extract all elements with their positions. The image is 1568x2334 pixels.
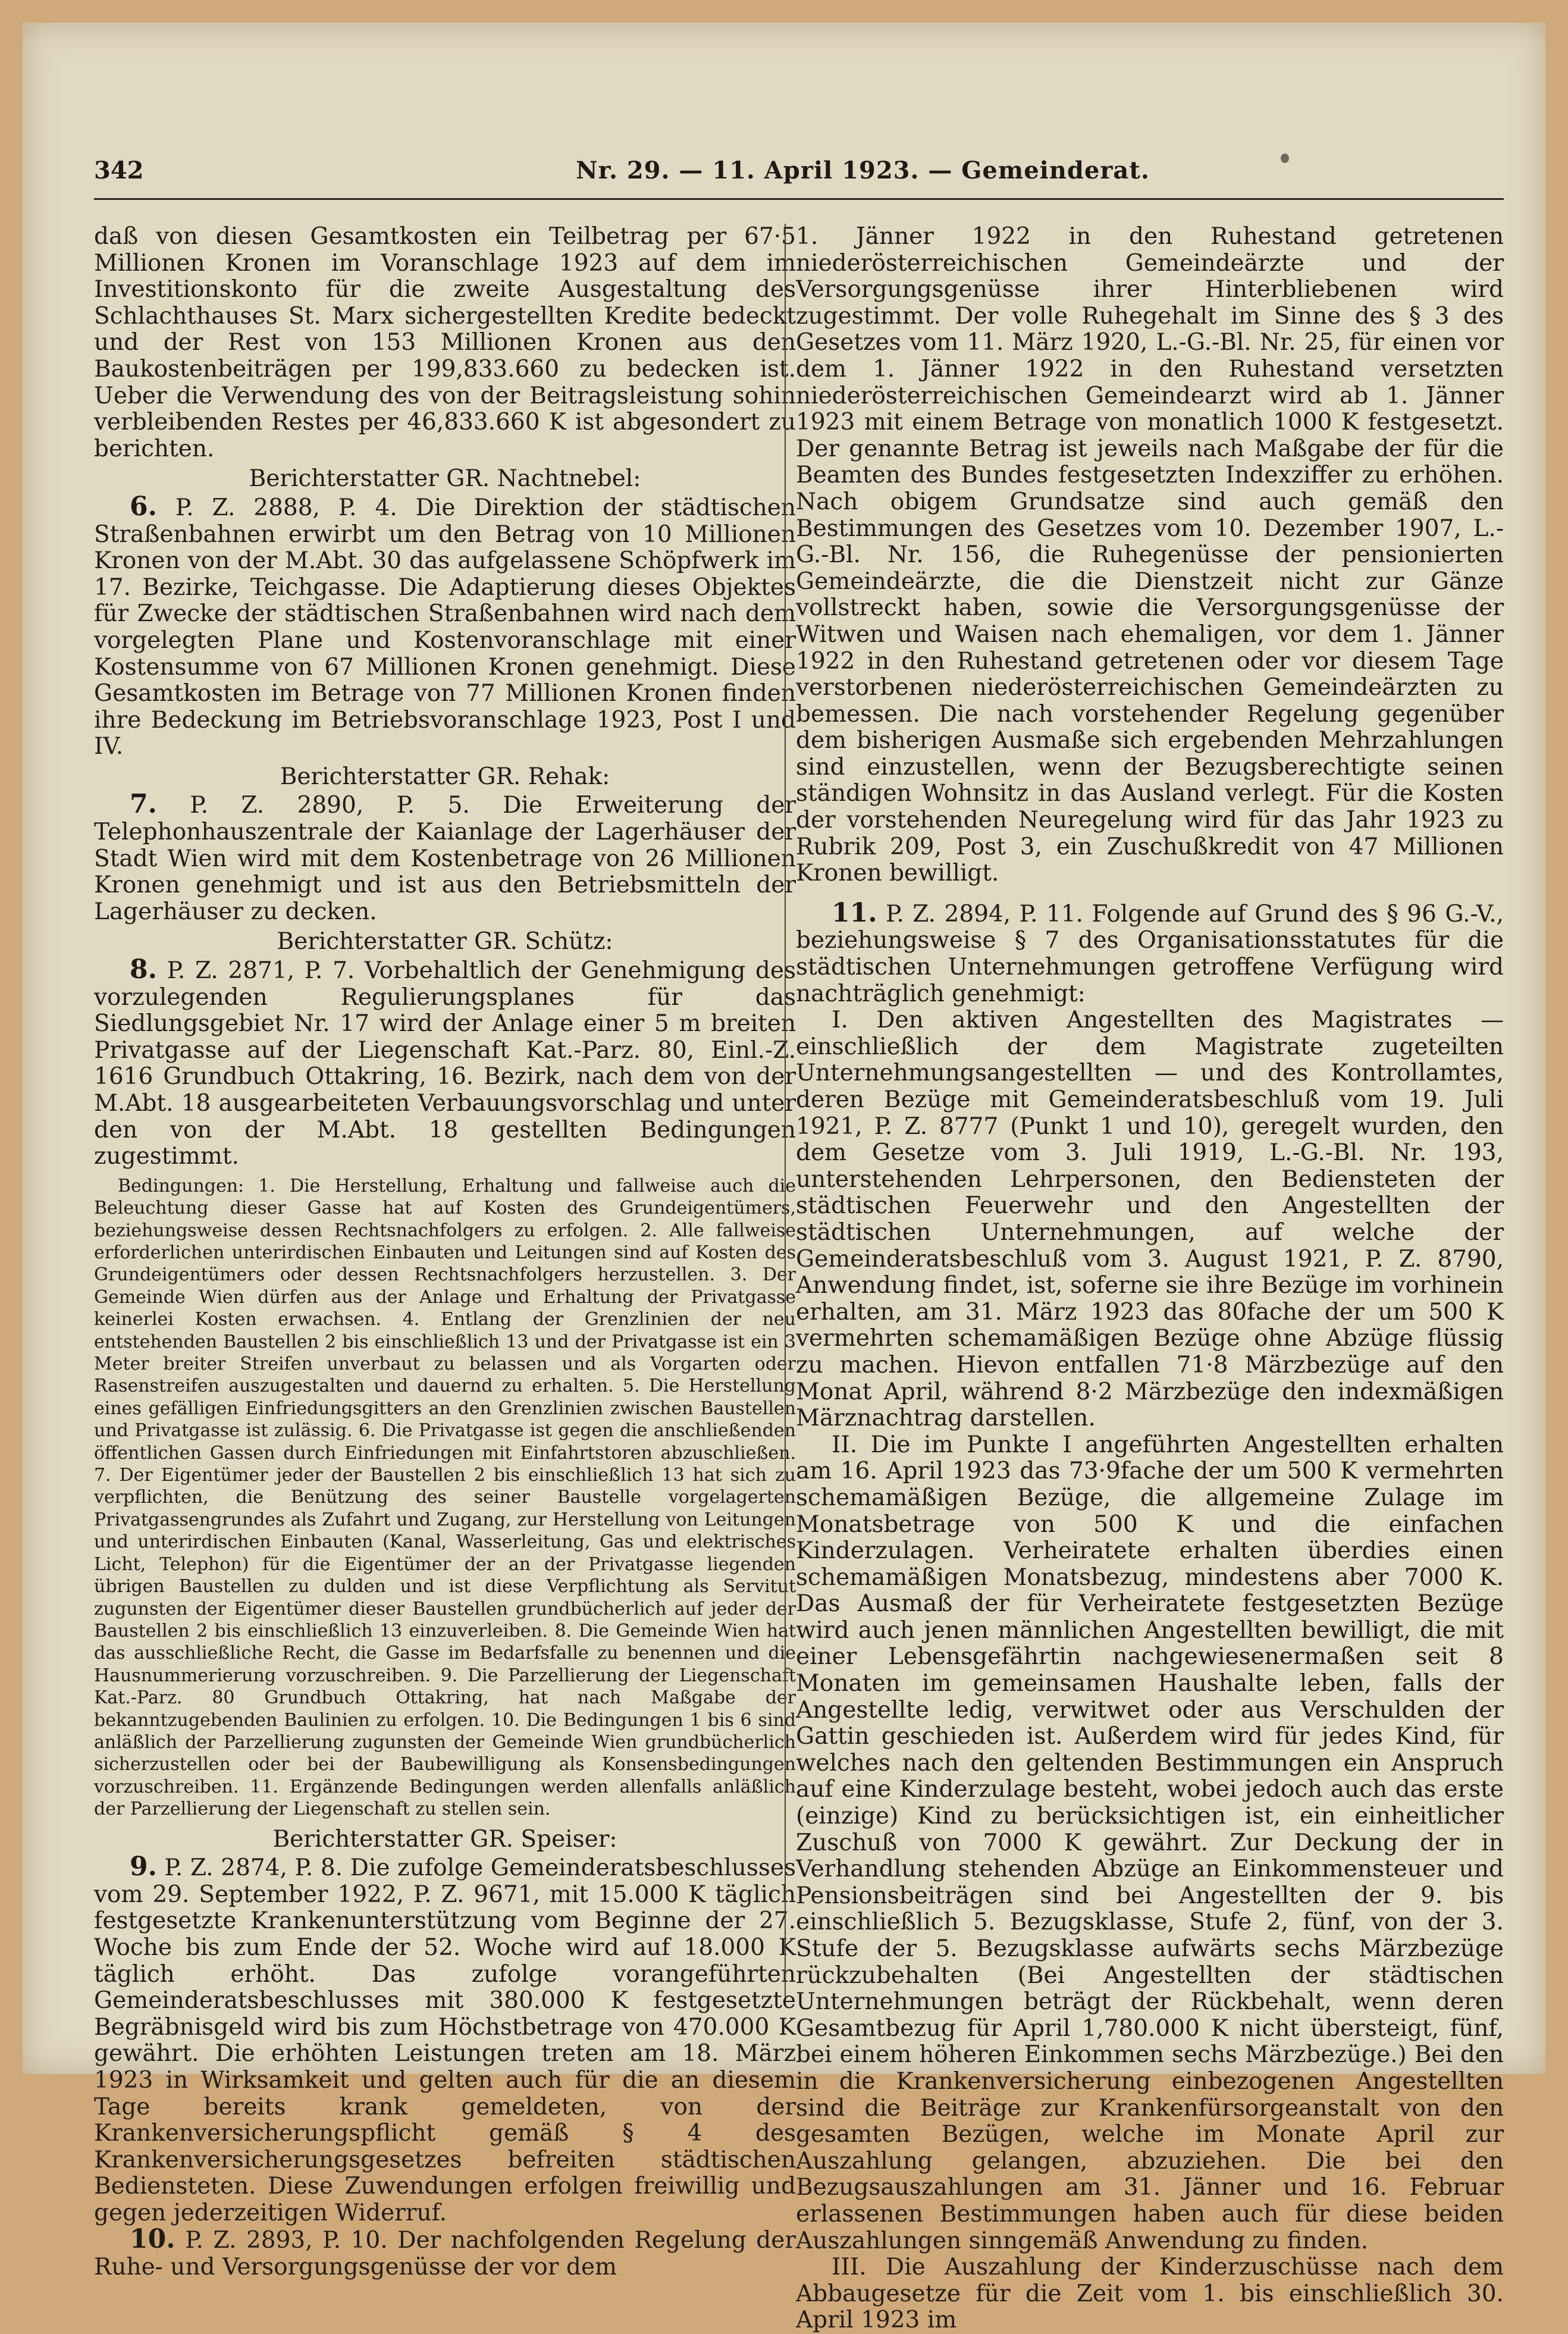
column-divider (785, 224, 786, 1997)
reporter-heading: Berichterstatter GR. Rehak: (280, 763, 610, 790)
item-text: P. Z. 2874, P. 8. Die zufolge Gemeinderatsbeschlusses vom 29. September 1922, P. Z. 9671, mit 15.000 K täglich festgesetzte Krankenunterstützung vom Beginne der 27. Woche bis zum Ende der 52. Woche wird auf 18.000 K täglich erhöht. Das zufolge vorangeführten Gemeinderatsbeschlusses mit 380.000 K festgesetzte Begräbnisgeld wird bis zum Höchstbetrage von 470.000 K gewährt. Die erhöhten Leistungen treten am 18. März 1923 in Wirksamkeit und gelten auch für die an diesem Tage bereits krank gemeldeten, von der Krankenversicherungspflicht gemäß § 4 des Krankenversicherungsgesetzes befreiten städtischen Bediensteten. Diese Zuwendungen erfolgen freiwillig und gegen jederzeitigen Widerruf. (94, 1854, 796, 2226)
reporter-heading: Berichterstatter GR. Speiser: (272, 1825, 617, 1853)
item-text: P. Z. 2888, P. 4. Die Direktion der städtischen Straßenbahnen erwirbt um den Betrag von 10 Millionen Kronen von der M.Abt. 30 das aufgelassene Schöpfwerk im 17. Bezirke, Teichgasse. Die Adaptierung dieses Objektes für Zwecke der städtischen Straßenbahnen wird nach dem vorgelegten Plane und Kostenvoranschlage mit einer Kostensumme von 67 Millionen Kronen genehmigt. Diese Gesamtkosten im Betrage von 77 Millionen Kronen finden ihre Bedeckung im Betriebsvoranschlage 1923, Post I und IV. (94, 494, 796, 760)
item-number: 9. (130, 1851, 157, 1882)
continuation-paragraph: 1. Jänner 1922 in den Ruhestand getretenen niederösterreichischen Gemeindeärzte und der Versorgungsgenüsse ihrer Hinterbliebenen wird zugestimmt. Der volle Ruhegehalt im Sinne des § 3 des Gesetzes vom 11. März 1920, L.-G.-Bl. Nr. 25, für einen vor dem 1. Jänner 1922 in den Ruhestand versetzten niederösterreichischen Gemeindearzt wird ab 1. Jänner 1923 mit einem Betrage von monatlich 1000 K festgesetzt. Der genannte Betrag ist jeweils nach Maßgabe der für die Beamten des Bundes festgesetzten Indexziffer zu erhöhen. Nach obigem Grundsatze sind auch gemäß den Bestimmungen des Gesetzes vom 10. Dezember 1907, L.-G.-Bl. Nr. 156, die Ruhegenüsse der pensionierten Gemeindeärzte, die die Dienstzeit nicht zur Gänze vollstreckt haben, sowie die Versorgungsgenüsse der Witwen und Waisen nach ehemaligen, vor dem 1. Jänner 1922 in den Ruhestand getretenen oder vor diesem Tage verstorbenen niederösterreichischen Gemeindeärzten zu bemessen. Die nach vorstehender Regelung gegenüber dem bisherigen Ausmaße sich ergebenden Mehrzahlungen sind einzustellen, wenn der Bezugsberechtigte seinen ständigen Wohnsitz in das Ausland verlegt. Für die Kosten der vorstehenden Neuregelung wird für das Jahr 1923 zu Rubrik 209, Post 3, ein Zuschußkredit von 47 Millionen Kronen bewilligt. (796, 223, 1504, 887)
item-number: 11. (832, 897, 877, 928)
reporter-heading: Berichterstatter GR. Nachtnebel: (249, 465, 641, 493)
reporter-heading: Berichterstatter GR. Schütz: (277, 928, 613, 955)
item-number: 10. (130, 2224, 175, 2255)
section-2: II. Die im Punkte I angeführten Angestellten erhalten am 16. April 1923 das 73·9fache der um 500 K vermehrten schemamäßigen Bezüge, die allgemeine Zulage im Monatsbetrage von 500 K und die einfachen Kinderzulagen. Verheiratete erhalten überdies einen schemamäßigen Monatsbezug, mindestens aber 7000 K. Das Ausmaß der für Verheiratete festgesetzten Bezüge wird auch jenen männlichen Angestellten bewilligt, die mit einer Lebensgefährtin nachgewiesenermaßen seit 8 Monaten im gemeinsamen Haushalte leben, falls der Angestellte ledig, verwitwet oder aus Verschulden der Gattin geschieden ist. Außerdem wird für jedes Kind, für welches nach den geltenden Bestimmungen ein Anspruch auf eine Kinderzulage besteht, wobei jedoch auch das erste (einzige) Kind zu berücksichtigen ist, ein einheitlicher Zuschuß von 7000 K gewährt. Zur Deckung der in Verhandlung stehenden Abzüge an Einkommensteuer und Pensionsbeiträgen sind bei Angestellten der 9. bis einschließlich 5. Bezugsklasse, Stufe 2, fünf, von der 3. Stufe der 5. Bezugsklasse aufwärts sechs Märzbezüge rückzubehalten (Bei Angestellten der städtischen Unternehmungen beträgt der Rückbehalt, wenn deren Gesamtbezug für April 1,780.000 K nicht übersteigt, fünf, bei einem höheren Einkommen sechs Märzbezüge.) Bei den in die Krankenversicherung einbezogenen Angestellten sind die Beiträge zur Krankenfürsorgeanstalt von den gesamten Bezügen, welche im Monate April zur Auszahlung gelangen, abzuziehen. Die bei den Bezugsauszahlungen am 31. Jänner und 16. Februar erlassenen Bestimmungen haben auch für diese beiden Auszahlungen sinngemäß Anwendung zu finden. (796, 1431, 1504, 2254)
item-7 (94, 791, 796, 925)
section-1: I. Den aktiven Angestellten des Magistrates — einschließlich der dem Magistrate zugeteilten Unternehmungsangestellten — und des Kontrollamtes, deren Bezüge mit Gemeinderatsbeschluß vom 19. Juli 1921, P. Z. 8777 (Punkt 1 und 10), geregelt wurden, den dem Gesetze vom 3. Juli 1919, L.-G.-Bl. Nr. 193, unterstehenden Lehrpersonen, den Bediensteten der städtischen Feuerwehr und den Angestellten der städtischen Unternehmungen, auf welche der Gemeinderatsbeschluß vom 3. August 1921, P. Z. 8790, Anwendung findet, ist, soferne sie ihre Bezüge im vorhinein erhalten, am 31. März 1923 das 80fache der um 500 K vermehrten schemamäßigen Bezüge ohne Abzüge flüssig zu machen. Hievon entfallen 71·8 Märzbezüge auf den Monat April, während 8·2 Märzbezüge den indexmäßigen Märznachtrag darstellen. (796, 1007, 1504, 1432)
item-text: P. Z. 2871, P. 7. Vorbehaltlich der Genehmigung des vorzulegenden Regulierungsplanes für das Siedlungsgebiet Nr. 17 wird der Anlage einer 5 m breiten Privatgasse auf der Liegenschaft Kat.-Parz. 80, Einl.-Z. 1616 Grundbuch Ottakring, 16. Bezirk, nach dem von der M.Abt. 18 ausgearbeiteten Verbauungsvorschlag und unter den von der M.Abt. 18 gestellten Bedingungen zugestimmt. (94, 957, 796, 1170)
item-number: 6. (130, 491, 157, 522)
ink-spot (1281, 153, 1289, 163)
right-column (796, 224, 1504, 2334)
section-3: III. Die Auszahlung der Kinderzuschüsse nach dem Abbaugesetze für die Zeit vom 1. bis einschließlich 30. April 1923 im (796, 2254, 1504, 2334)
item-text: P. Z. 2894, P. 11. Folgende auf Grund des § 96 G.-V., beziehungsweise § 7 des Organisationsstatutes für die städtischen Unternehmungen getroffene Verfügung wird nachträglich genehmigt: (796, 900, 1504, 1007)
conditions-block: Bedingungen: 1. Die Herstellung, Erhaltung und fallweise auch die Beleuchtung dieser Gasse hat auf Kosten des Grundeigentümers, beziehungsweise dessen Rechtsnachfolgers zu erfolgen. 2. Alle fallweise erforderlichen unterirdischen Einbauten und Leitungen sind auf Kosten des Grundeigentümers oder dessen Rechtsnachfolgers herzustellen. 3. Der Gemeinde Wien dürfen aus der Anlage und Erhaltung der Privatgasse keinerlei Kosten erwachsen. 4. Entlang der Grenzlinien der neu entstehenden Baustellen 2 bis einschließlich 13 und der Privatgasse ist ein 3 Meter breiter Streifen unverbaut zu belassen und als Vorgarten oder Rasenstreifen auszugestalten und dauernd zu erhalten. 5. Die Herstellung eines gefälligen Einfriedungsgitters an den Grenzlinien zwischen Baustellen und Privatgasse ist zulässig. 6. Die Privatgasse ist gegen die anschließenden öffentlichen Gassen durch Einfriedungen mit Einfahrtstoren abzuschließen. 7. Der Eigentümer jeder der Baustellen 2 bis einschließlich 13 hat sich zu verpflichten, die Benützung des seiner Baustelle vorgelagerten Privatgassengrundes als Zufahrt und Zugang, zur Herstellung von Leitungen und unterirdischen Einbauten (Kanal, Wasserleitung, Gas und elektrisches Licht, Telephon) für die Eigentümer der an der Privatgasse liegenden übrigen Baustellen zu dulden und ist diese Verpflichtung als Servitut zugunsten der Eigentümer dieser Baustellen grundbücherlich auf jeder der Baustellen 2 bis einschließlich 13 einzuverleiben. 8. Die Gemeinde Wien hat das ausschließliche Recht, die Gasse im Bedarfsfalle zu benennen und die Hausnummerierung vorzuschreiben. 9. Die Parzellierung der Liegenschaft Kat.-Parz. 80 Grundbuch Ottakring, hat nach Maßgabe der bekanntzugebenden Baulinien zu erfolgen. 10. Die Bedingungen 1 bis 6 sind anläßlich der Parzellierung zugunsten der Gemeinde Wien grundbücherlich sicherzustellen oder bei der Baubewilligung als Konsensbedingungen vorzuschreiben. 11. Ergänzende Bedingungen werden allenfalls anläßlich der Parzellierung der Liegenschaft zu stellen sein. (94, 1175, 796, 1820)
running-head: Nr. 29. — 11. April 1923. — Gemeinderat. (576, 156, 1150, 184)
item-8 (94, 954, 796, 1170)
item-text: P. Z. 2890, P. 5. Die Erweiterung der Telephonhauszentrale der Kaianlage der Lagerhäuser der Stadt Wien wird mit dem Kostenbetrage von 26 Millionen Kronen genehmigt und ist aus den Betriebsmitteln der Lagerhäuser zu decken. (94, 792, 796, 925)
left-column (94, 224, 796, 2281)
item-11 (796, 897, 1504, 1007)
intro-paragraph: daß von diesen Gesamtkosten ein Teilbetrag per 67·5 Millionen Kronen im Voranschlage 1923 auf dem im Investitionskonto für die zweite Ausgestaltung des Schlachthauses St. Marx sichergestellten Kredite bedeckt und der Rest von 153 Millionen Kronen aus den Baukostenbeiträgen per 199,833.660 zu bedecken ist. Ueber die Verwendung des von der Beitragsleistung sohin verbleibenden Restes per 46,833.660 K ist abgesondert zu berichten. (94, 223, 796, 462)
page-header (94, 145, 1504, 198)
item-number: 8. (130, 954, 157, 985)
item-text: P. Z. 2893, P. 10. Der nachfolgenden Regelung der Ruhe- und Versorgungsgenüsse der vor dem (94, 2227, 796, 2281)
page-number: 342 (94, 156, 144, 184)
item-9 (94, 1851, 796, 2226)
item-10 (94, 2226, 796, 2280)
header-rule (94, 198, 1504, 200)
item-6 (94, 491, 796, 760)
item-number: 7. (130, 789, 157, 820)
newspaper-page (23, 23, 1545, 2334)
